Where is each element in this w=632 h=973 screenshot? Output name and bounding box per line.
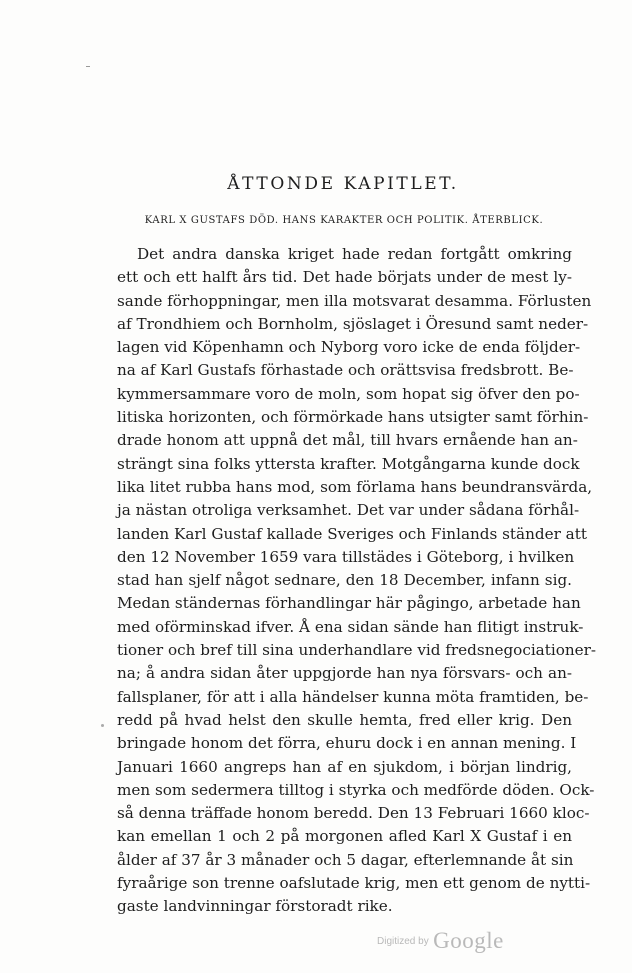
text-line: drade honom att uppnå det mål, till hvars ernående han an- <box>117 431 578 450</box>
text-line: Det andra danska kriget hade redan fortgått omkring <box>137 245 572 263</box>
text-line: gaste landvinningar förstoradt rike. <box>117 897 393 916</box>
text-line: sande förhoppningar, men illa motsvarat desamma. Förlusten <box>117 291 592 310</box>
text-line: ålder af 37 år 3 månader och 5 dagar, efterlemnande åt sin <box>117 850 574 869</box>
text-line: ja nästan otroliga verksamhet. Det var under sådana förhål- <box>117 501 580 520</box>
text-line: strängt sina folks yttersta krafter. Motgångarna kunde dock <box>117 454 580 473</box>
text-line: stad han sjelf något sednare, den 18 December, infann sig. <box>117 571 572 590</box>
text-line: bringade honom det förra, ehuru dock i en annan mening. I <box>117 734 577 753</box>
chapter-title: ÅTTONDE KAPITLET. <box>227 174 459 194</box>
text-line: med oförminskad ifver. Å ena sidan sände han flitigt instruk- <box>117 617 584 636</box>
text-line: fallsplaner, för att i alla händelser kunna möta framtiden, be- <box>117 687 589 706</box>
text-line: litiska horizonten, och förmörkade hans utsigter samt förhin- <box>117 408 589 427</box>
text-line: fyraårige son trenne oafslutade krig, men ett genom de nytti- <box>117 874 591 893</box>
text-line: Medan ständernas förhandlingar här pågingo, arbetade han <box>117 594 581 613</box>
text-line: ett och ett halft års tid. Det hade börjats under de mest ly- <box>117 268 572 287</box>
text-line: landen Karl Gustaf kallade Sveriges och Finlands ständer att <box>117 524 587 543</box>
text-line: na af Karl Gustafs förhastade och orättsvisa fredsbrott. Be- <box>117 361 574 380</box>
text-line: kan emellan 1 och 2 på morgonen afled Karl X Gustaf i en <box>117 827 572 846</box>
text-line: tioner och bref till sina underhandlare vid fredsnegociationer- <box>117 641 597 660</box>
text-line: lagen vid Köpenhamn och Nyborg voro icke de enda följder- <box>117 338 581 357</box>
stray-ink-mark <box>86 66 90 67</box>
body-text <box>117 243 597 919</box>
stray-ink-mark <box>101 724 104 727</box>
watermark-prefix: Digitized by <box>377 936 429 947</box>
google-logo: Google <box>433 928 504 953</box>
text-line: men som sedermera tilltog i styrka och medförde döden. Ock- <box>117 780 595 799</box>
text-line: na; å andra sidan åter uppgjorde han nya försvars- och an- <box>117 664 572 683</box>
text-line: Januari 1660 angreps han af en sjukdom, i början lindrig, <box>117 757 572 776</box>
text-line: så denna träffade honom beredd. Den 13 Februari 1660 kloc- <box>117 804 590 823</box>
text-line: redd på hvad helst den skulle hemta, fred eller krig. Den <box>117 710 572 729</box>
text-line: lika litet rubba hans mod, som förlama hans beundransvärda, <box>117 477 593 496</box>
chapter-summary: KARL X GUSTAFS DÖD. HANS KARAKTER OCH POLITIK. ÅTERBLICK. <box>144 215 544 226</box>
text-line: af Trondhiem och Bornholm, sjöslaget i Öresund samt neder- <box>117 314 589 333</box>
digitized-by-watermark <box>377 928 504 954</box>
text-line: den 12 November 1659 vara tillstädes i Göteborg, i hvilken <box>117 547 575 566</box>
text-line: kymmersammare voro de moln, som hopat sig öfver den po- <box>117 384 580 403</box>
